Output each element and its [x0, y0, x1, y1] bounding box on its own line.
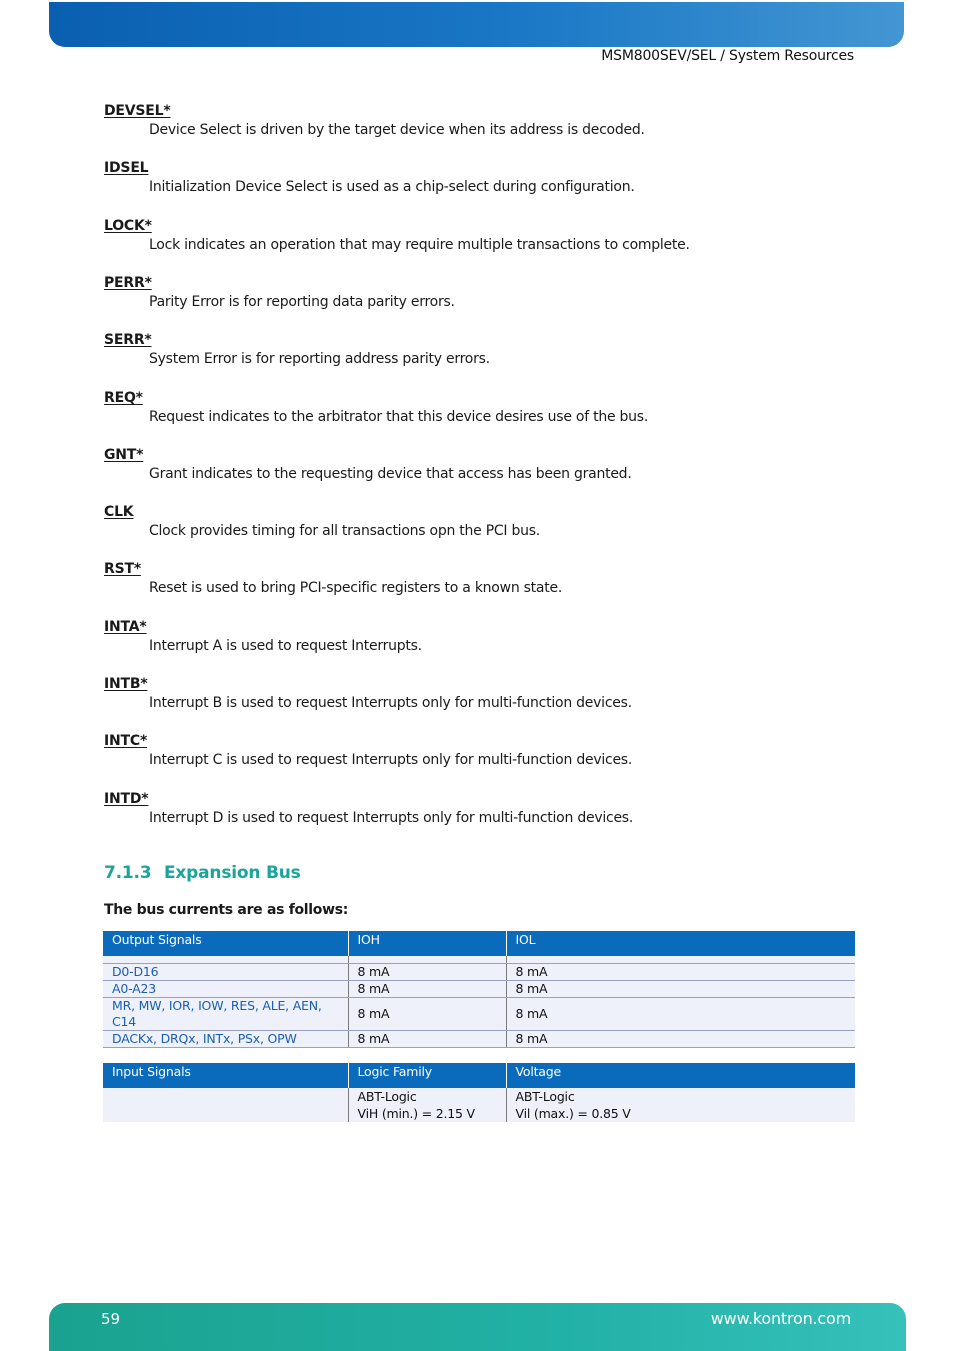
page-number: 59	[101, 1310, 121, 1328]
signal-name: LOCK*	[104, 218, 152, 234]
signal-name: INTD*	[104, 791, 149, 807]
column-header: IOL	[506, 931, 855, 956]
signal-name: CLK	[104, 504, 134, 520]
table-cell	[348, 1088, 506, 1122]
table-row	[103, 1031, 855, 1048]
signal-name: PERR*	[104, 275, 152, 291]
column-header: IOH	[348, 931, 506, 956]
signal-inta	[104, 619, 422, 654]
header-bar	[49, 2, 904, 47]
column-header: Voltage	[506, 1063, 855, 1088]
table-row	[103, 981, 855, 998]
signal-name: INTA*	[104, 619, 147, 635]
table-header-row	[103, 1063, 855, 1088]
signal-name: SERR*	[104, 332, 152, 348]
input-signals-table	[103, 1063, 855, 1122]
signal-clk	[104, 504, 541, 539]
cell-line: ABT-Logic	[515, 1089, 575, 1104]
cell-line: ViH (min.) = 2.15 V	[357, 1106, 475, 1121]
table-header-row	[103, 931, 855, 956]
table-cell	[103, 1088, 348, 1122]
cell-line: ABT-Logic	[357, 1089, 417, 1104]
signal-name: REQ*	[104, 390, 143, 406]
table-row	[103, 1088, 855, 1122]
table-row	[103, 998, 855, 1031]
table-cell: 8 mA	[348, 998, 506, 1031]
signal-perr	[104, 275, 455, 310]
table-cell: 8 mA	[506, 1031, 855, 1048]
footer-url-link[interactable]: www.kontron.com	[710, 1309, 851, 1328]
table-cell: 8 mA	[348, 964, 506, 981]
table-row	[103, 964, 855, 981]
signal-description: Interrupt C is used to request Interrupts only for multi-function devices.	[149, 752, 633, 768]
table-cell: D0-D16	[103, 964, 348, 981]
signal-name: GNT*	[104, 447, 144, 463]
column-header: Output Signals	[103, 931, 348, 956]
output-signals-table	[103, 931, 855, 1048]
signal-gnt	[104, 447, 632, 482]
signal-description: Lock indicates an operation that may require multiple transactions to complete.	[149, 237, 690, 253]
column-header: Input Signals	[103, 1063, 348, 1088]
signal-name: INTB*	[104, 676, 148, 692]
table-cell: DACKx, DRQx, INTx, PSx, OPW	[103, 1031, 348, 1048]
signal-name: IDSEL	[104, 160, 149, 176]
signal-name: INTC*	[104, 733, 148, 749]
signal-description: Parity Error is for reporting data parity errors.	[149, 294, 455, 310]
signal-description: Reset is used to bring PCI-specific registers to a known state.	[149, 580, 563, 596]
signal-description: System Error is for reporting address parity errors.	[149, 351, 490, 367]
running-header: MSM800SEV/SEL / System Resources	[601, 48, 854, 64]
section-title: Expansion Bus	[164, 863, 301, 883]
signal-devsel	[104, 103, 645, 138]
signal-rst	[104, 561, 563, 596]
table-cell: 8 mA	[506, 998, 855, 1031]
signal-intb	[104, 676, 632, 711]
signal-name: DEVSEL*	[104, 103, 171, 119]
table-cell: MR, MW, IOR, IOW, RES, ALE, AEN, C14	[103, 998, 348, 1031]
signal-req	[104, 390, 649, 425]
signal-description: Request indicates to the arbitrator that this device desires use of the bus.	[149, 409, 649, 425]
signal-description: Interrupt D is used to request Interrupts only for multi-function devices.	[149, 810, 634, 826]
cell-line: Vil (max.) = 0.85 V	[515, 1106, 631, 1121]
section-number: 7.1.3	[104, 863, 152, 883]
table-cell: 8 mA	[506, 964, 855, 981]
signal-description: Initialization Device Select is used as a chip-select during configuration.	[149, 179, 635, 195]
signal-description: Interrupt B is used to request Interrupts only for multi-function devices.	[149, 695, 632, 711]
signal-intd	[104, 791, 634, 826]
signal-description: Grant indicates to the requesting device that access has been granted.	[149, 466, 632, 482]
table-cell: A0-A23	[103, 981, 348, 998]
signal-serr	[104, 332, 490, 367]
table-cell	[506, 1088, 855, 1122]
table-cell: 8 mA	[348, 1031, 506, 1048]
signal-description: Interrupt A is used to request Interrupts.	[149, 638, 422, 654]
column-header: Logic Family	[348, 1063, 506, 1088]
signal-lock	[104, 218, 690, 253]
signal-description: Device Select is driven by the target device when its address is decoded.	[149, 122, 645, 138]
signal-idsel	[104, 160, 635, 195]
signal-description: Clock provides timing for all transactions opn the PCI bus.	[149, 523, 541, 539]
bus-intro: The bus currents are as follows:	[104, 902, 349, 918]
signal-name: RST*	[104, 561, 141, 577]
signal-intc	[104, 733, 633, 768]
table-spacer-row	[103, 956, 855, 964]
table-cell: 8 mA	[348, 981, 506, 998]
section-heading	[104, 863, 301, 883]
table-cell: 8 mA	[506, 981, 855, 998]
